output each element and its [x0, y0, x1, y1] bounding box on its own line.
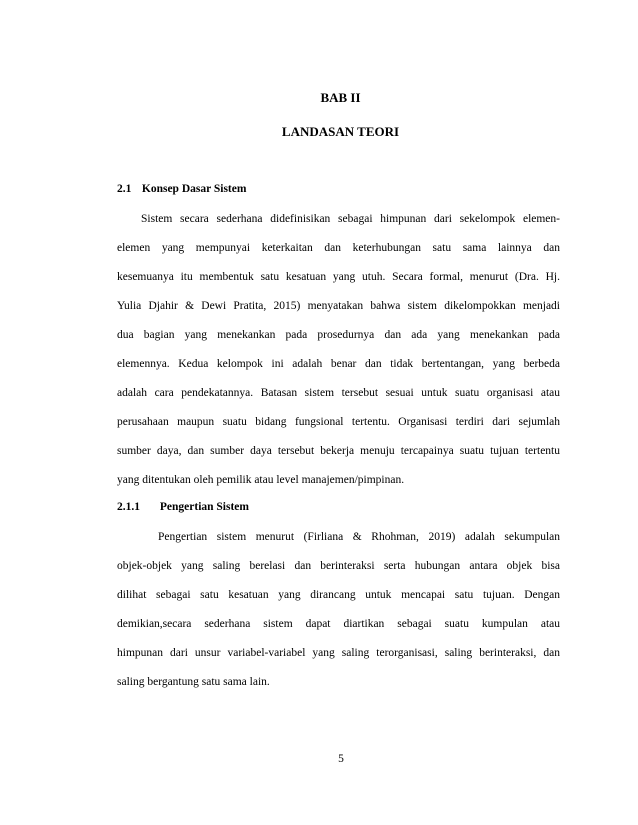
- section-2-1-title: Konsep Dasar Sistem: [141, 183, 247, 195]
- paragraph-line: Pengertian sistem menurut (Firliana & Rhohman, 2019) adalah sekumpulan: [158, 531, 560, 543]
- paragraph-line: demikian,secara sederhana sistem dapat diartikan sebagai suatu kumpulan atau: [117, 618, 560, 630]
- paragraph-line: saling bergantung satu sama lain.: [117, 676, 270, 688]
- section-2-1-heading: [117, 183, 246, 195]
- paragraph-line: dua bagian yang menekankan pada prosedurnya dan ada yang menekankan pada: [117, 329, 560, 341]
- chapter-title: LANDASAN TEORI: [281, 124, 400, 139]
- paragraph-line: sumber daya, dan sumber daya tersebut bekerja menuju tercapainya suatu tujuan tertentu: [117, 445, 560, 457]
- paragraph-line: dilihat sebagai satu kesatuan yang dirancang untuk mencapai satu tujuan. Dengan: [117, 589, 560, 601]
- chapter-number: BAB II: [320, 90, 361, 105]
- section-2-1-1-number: 2.1.1: [117, 501, 140, 513]
- paragraph-line: objek-objek yang saling berelasi dan berinteraksi serta hubungan antara objek bisa: [117, 560, 560, 572]
- paragraph-line: elemen yang mempunyai keterkaitan dan keterhubungan satu sama lainnya dan: [117, 242, 560, 254]
- paragraph-line: yang ditentukan oleh pemilik atau level manajemen/pimpinan.: [117, 474, 405, 486]
- paragraph-line: adalah cara pendekatannya. Batasan sistem tersebut sesuai untuk suatu organisasi atau: [117, 387, 560, 399]
- paragraph-line: Yulia Djahir & Dewi Pratita, 2015) menyatakan bahwa sistem dikelompokkan menjadi: [117, 300, 560, 312]
- section-2-1-1-heading: [117, 501, 249, 513]
- paragraph-line: himpunan dari unsur variabel-variabel yang saling terorganisasi, saling berinteraksi, dan: [117, 647, 560, 659]
- paragraph-line: kesemuanya itu membentuk satu kesatuan yang utuh. Secara formal, menurut (Dra. Hj.: [117, 271, 560, 283]
- paragraph-line: Sistem secara sederhana didefinisikan sebagai himpunan dari sekelompok elemen-: [141, 213, 560, 225]
- paragraph-line: elemennya. Kedua kelompok ini adalah benar dan tidak bertentangan, yang berbeda: [117, 358, 560, 370]
- section-2-1-number: 2.1: [117, 183, 132, 195]
- paragraph-line: perusahaan maupun suatu bidang fungsional tertentu. Organisasi terdiri dari sejumlah: [117, 416, 560, 428]
- section-2-1-1-title: Pengertian Sistem: [159, 501, 249, 513]
- page-number: 5: [338, 753, 344, 765]
